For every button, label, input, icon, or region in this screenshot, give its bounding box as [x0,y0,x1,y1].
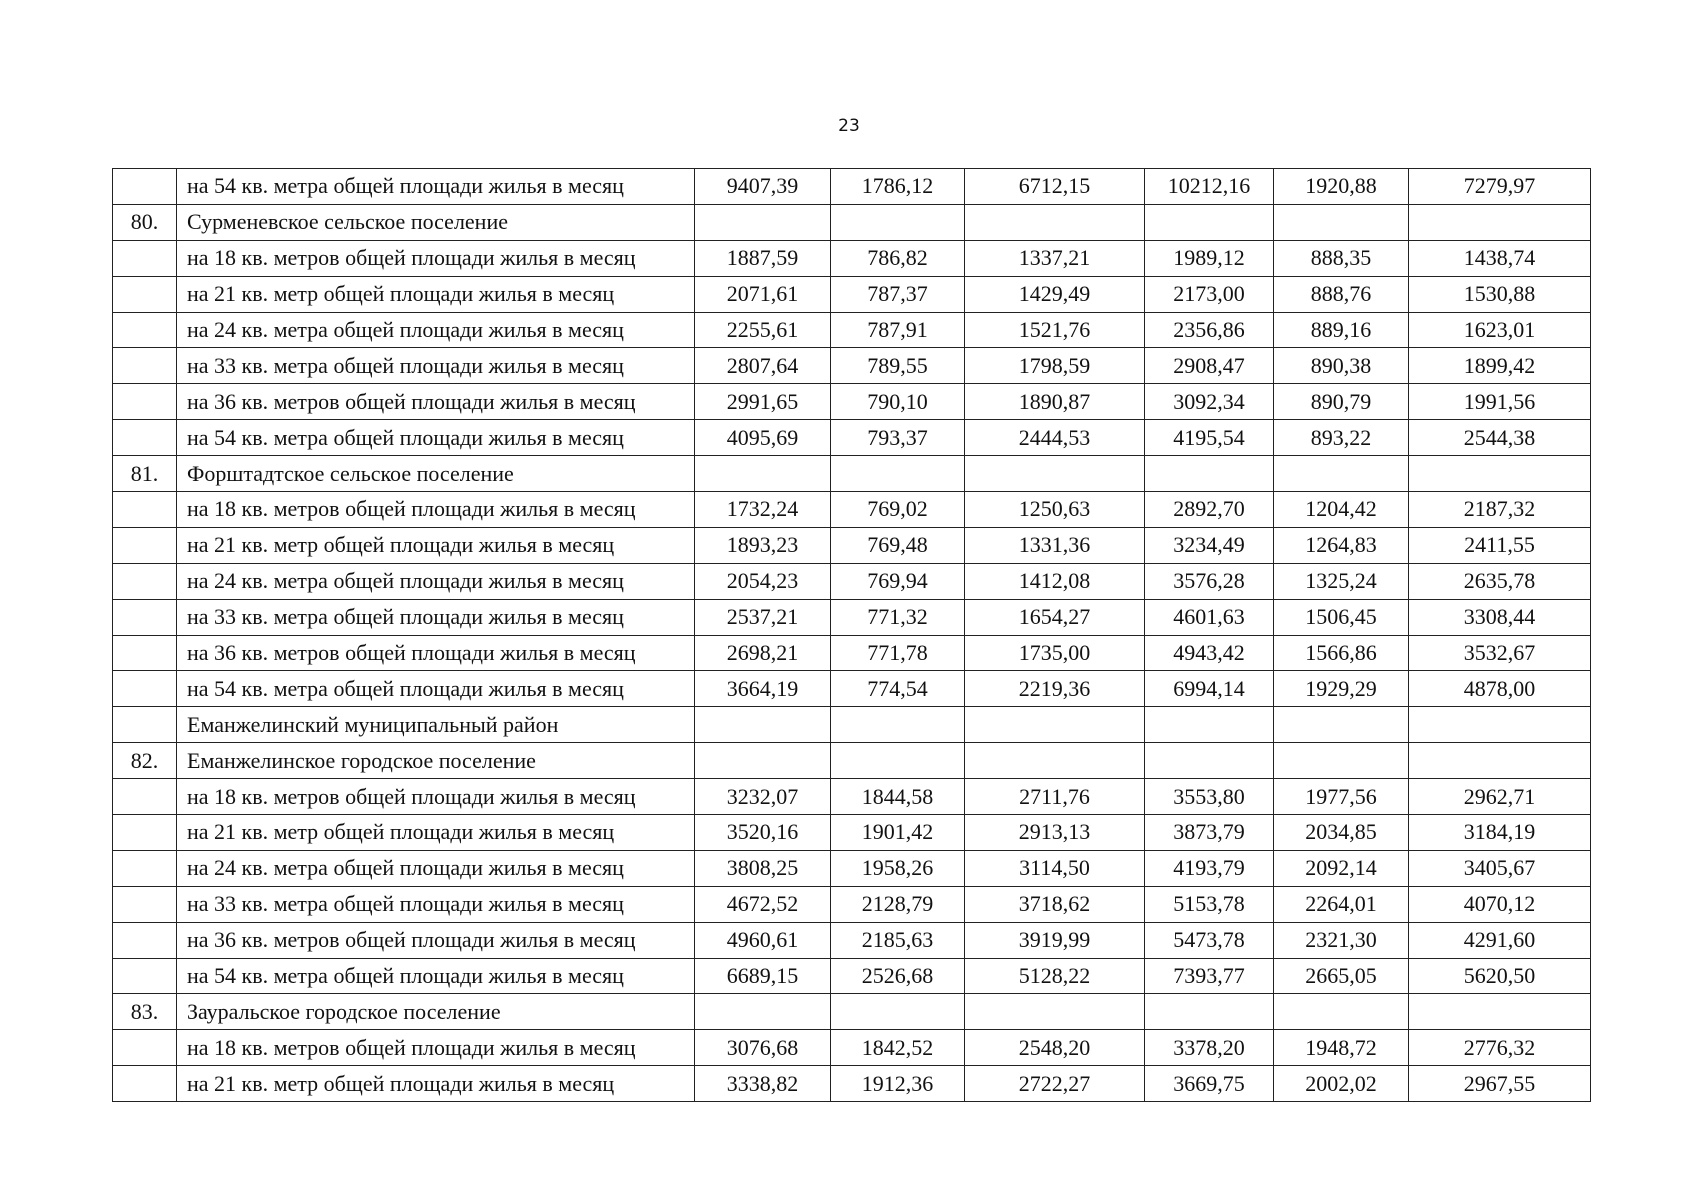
value-cell: 4195,54 [1145,420,1274,456]
value-cell: 2264,01 [1274,886,1409,922]
table-row [113,1066,1591,1102]
value-cell: 3718,62 [965,886,1145,922]
value-cell: 1958,26 [831,850,965,886]
value-cell: 2665,05 [1274,958,1409,994]
table-row [113,635,1591,671]
row-number-cell [113,707,177,743]
value-cell: 1438,74 [1409,240,1591,276]
value-cell: 1732,24 [695,492,831,528]
table-row [113,348,1591,384]
value-cell [695,743,831,779]
value-cell: 5620,50 [1409,958,1591,994]
row-number-cell [113,635,177,671]
value-cell: 3873,79 [1145,815,1274,851]
value-cell: 2411,55 [1409,527,1591,563]
value-cell: 1912,36 [831,1066,965,1102]
value-cell: 3184,19 [1409,815,1591,851]
value-cell: 2892,70 [1145,492,1274,528]
row-number-cell: 81. [113,456,177,492]
value-cell [1409,994,1591,1030]
value-cell: 4601,63 [1145,599,1274,635]
value-cell: 2991,65 [695,384,831,420]
value-cell: 3232,07 [695,779,831,815]
value-cell: 3308,44 [1409,599,1591,635]
value-cell: 3808,25 [695,850,831,886]
value-cell: 888,35 [1274,240,1409,276]
value-cell: 10212,16 [1145,169,1274,205]
row-number-cell [113,599,177,635]
value-cell: 769,48 [831,527,965,563]
table-row [113,707,1591,743]
value-cell: 1566,86 [1274,635,1409,671]
value-cell: 1429,49 [965,276,1145,312]
value-cell: 888,76 [1274,276,1409,312]
value-cell: 2092,14 [1274,850,1409,886]
value-cell [965,743,1145,779]
page-number: 23 [838,116,860,136]
row-label-cell: на 33 кв. метра общей площади жилья в месяц [177,348,695,384]
row-label-cell: на 21 кв. метр общей площади жилья в месяц [177,527,695,563]
value-cell: 2548,20 [965,1030,1145,1066]
value-cell: 3919,99 [965,922,1145,958]
value-cell: 2187,32 [1409,492,1591,528]
value-cell [965,707,1145,743]
value-cell [831,994,965,1030]
value-cell [831,456,965,492]
value-cell: 1412,08 [965,563,1145,599]
row-number-cell [113,958,177,994]
value-cell [965,994,1145,1030]
row-label-cell: на 54 кв. метра общей площади жилья в месяц [177,169,695,205]
row-label-cell: на 18 кв. метров общей площади жилья в месяц [177,240,695,276]
value-cell: 2185,63 [831,922,965,958]
value-cell: 5128,22 [965,958,1145,994]
value-cell: 3669,75 [1145,1066,1274,1102]
value-cell: 2698,21 [695,635,831,671]
value-cell [1274,456,1409,492]
value-cell: 3234,49 [1145,527,1274,563]
value-cell: 1844,58 [831,779,965,815]
table-row [113,958,1591,994]
value-cell: 2444,53 [965,420,1145,456]
value-cell [1274,707,1409,743]
value-cell: 6994,14 [1145,671,1274,707]
value-cell: 1929,29 [1274,671,1409,707]
value-cell: 2711,76 [965,779,1145,815]
tariff-table [112,168,1591,1102]
value-cell: 1325,24 [1274,563,1409,599]
value-cell: 3532,67 [1409,635,1591,671]
value-cell: 3664,19 [695,671,831,707]
table-row [113,922,1591,958]
row-label-cell: на 21 кв. метр общей площади жилья в месяц [177,815,695,851]
row-number-cell [113,1066,177,1102]
row-number-cell: 80. [113,204,177,240]
value-cell: 2776,32 [1409,1030,1591,1066]
value-cell: 1264,83 [1274,527,1409,563]
row-label-cell: на 24 кв. метра общей площади жилья в месяц [177,563,695,599]
table-row [113,1030,1591,1066]
row-number-cell [113,779,177,815]
value-cell [965,456,1145,492]
value-cell: 2908,47 [1145,348,1274,384]
value-cell: 4070,12 [1409,886,1591,922]
table-row [113,779,1591,815]
value-cell: 5473,78 [1145,922,1274,958]
table-row [113,671,1591,707]
row-label-cell: Еманжелинское городское поселение [177,743,695,779]
value-cell: 3076,68 [695,1030,831,1066]
table-row [113,384,1591,420]
value-cell: 2071,61 [695,276,831,312]
value-cell: 1899,42 [1409,348,1591,384]
value-cell: 6712,15 [965,169,1145,205]
row-label-cell: на 36 кв. метров общей площади жилья в месяц [177,922,695,958]
value-cell [1409,707,1591,743]
value-cell: 2219,36 [965,671,1145,707]
value-cell: 1798,59 [965,348,1145,384]
row-label-cell: на 33 кв. метра общей площади жилья в месяц [177,886,695,922]
value-cell: 2544,38 [1409,420,1591,456]
row-number-cell [113,492,177,528]
row-number-cell [113,671,177,707]
value-cell: 1735,00 [965,635,1145,671]
row-number-cell: 82. [113,743,177,779]
value-cell: 1337,21 [965,240,1145,276]
value-cell: 1623,01 [1409,312,1591,348]
row-number-cell [113,886,177,922]
value-cell: 769,02 [831,492,965,528]
value-cell: 4291,60 [1409,922,1591,958]
row-number-cell [113,240,177,276]
value-cell: 771,32 [831,599,965,635]
value-cell: 1331,36 [965,527,1145,563]
value-cell: 1989,12 [1145,240,1274,276]
value-cell: 3378,20 [1145,1030,1274,1066]
value-cell: 1530,88 [1409,276,1591,312]
value-cell: 2034,85 [1274,815,1409,851]
value-cell: 1893,23 [695,527,831,563]
value-cell: 893,22 [1274,420,1409,456]
value-cell: 4960,61 [695,922,831,958]
value-cell: 1250,63 [965,492,1145,528]
value-cell [695,994,831,1030]
value-cell: 1786,12 [831,169,965,205]
row-label-cell: на 54 кв. метра общей площади жилья в месяц [177,671,695,707]
value-cell: 2537,21 [695,599,831,635]
row-number-cell [113,563,177,599]
value-cell: 2356,86 [1145,312,1274,348]
row-label-cell: Форштадтское сельское поселение [177,456,695,492]
value-cell: 4193,79 [1145,850,1274,886]
value-cell: 1948,72 [1274,1030,1409,1066]
value-cell [831,204,965,240]
value-cell: 3114,50 [965,850,1145,886]
value-cell [695,707,831,743]
row-label-cell: Сурменевское сельское поселение [177,204,695,240]
value-cell: 6689,15 [695,958,831,994]
value-cell: 1890,87 [965,384,1145,420]
row-label-cell: на 36 кв. метров общей площади жилья в месяц [177,384,695,420]
table-row [113,312,1591,348]
row-label-cell: на 54 кв. метра общей площади жилья в месяц [177,420,695,456]
value-cell [1145,707,1274,743]
value-cell: 889,16 [1274,312,1409,348]
value-cell [1145,994,1274,1030]
row-number-cell [113,1030,177,1066]
row-number-cell [113,276,177,312]
value-cell: 1920,88 [1274,169,1409,205]
value-cell: 2128,79 [831,886,965,922]
value-cell: 790,10 [831,384,965,420]
table-row [113,886,1591,922]
value-cell: 1887,59 [695,240,831,276]
row-number-cell [113,815,177,851]
table-row [113,420,1591,456]
table-row [113,563,1591,599]
row-number-cell [113,384,177,420]
value-cell: 769,94 [831,563,965,599]
value-cell [1145,456,1274,492]
row-number-cell [113,312,177,348]
row-label-cell: на 18 кв. метров общей площади жилья в месяц [177,492,695,528]
table-row [113,994,1591,1030]
table-row [113,815,1591,851]
value-cell: 789,55 [831,348,965,384]
value-cell: 4878,00 [1409,671,1591,707]
value-cell: 3338,82 [695,1066,831,1102]
value-cell: 774,54 [831,671,965,707]
value-cell: 1901,42 [831,815,965,851]
value-cell: 4095,69 [695,420,831,456]
value-cell: 7393,77 [1145,958,1274,994]
table-row [113,743,1591,779]
value-cell: 2526,68 [831,958,965,994]
table-row [113,492,1591,528]
value-cell: 793,37 [831,420,965,456]
value-cell [1409,456,1591,492]
row-label-cell: на 24 кв. метра общей площади жилья в месяц [177,312,695,348]
value-cell [965,204,1145,240]
value-cell: 4672,52 [695,886,831,922]
value-cell: 2002,02 [1274,1066,1409,1102]
row-number-cell [113,922,177,958]
value-cell [1274,994,1409,1030]
value-cell: 2635,78 [1409,563,1591,599]
value-cell: 2173,00 [1145,276,1274,312]
value-cell: 786,82 [831,240,965,276]
value-cell: 1654,27 [965,599,1145,635]
value-cell [831,743,965,779]
table-row [113,850,1591,886]
value-cell [1145,743,1274,779]
value-cell: 1506,45 [1274,599,1409,635]
value-cell: 2722,27 [965,1066,1145,1102]
table-row [113,169,1591,205]
value-cell: 1204,42 [1274,492,1409,528]
row-number-cell [113,169,177,205]
table-row [113,276,1591,312]
value-cell: 5153,78 [1145,886,1274,922]
table-row [113,456,1591,492]
value-cell: 4943,42 [1145,635,1274,671]
row-label-cell: на 21 кв. метр общей площади жилья в месяц [177,276,695,312]
value-cell: 2321,30 [1274,922,1409,958]
value-cell [1274,743,1409,779]
value-cell [1409,743,1591,779]
value-cell: 1977,56 [1274,779,1409,815]
row-label-cell: на 18 кв. метров общей площади жилья в месяц [177,1030,695,1066]
value-cell: 3405,67 [1409,850,1591,886]
value-cell: 2967,55 [1409,1066,1591,1102]
value-cell [1274,204,1409,240]
table-row [113,599,1591,635]
row-label-cell: на 33 кв. метра общей площади жилья в месяц [177,599,695,635]
table-row [113,204,1591,240]
value-cell: 787,91 [831,312,965,348]
row-label-cell: Еманжелинский муниципальный район [177,707,695,743]
row-label-cell: на 21 кв. метр общей площади жилья в месяц [177,1066,695,1102]
value-cell: 1991,56 [1409,384,1591,420]
value-cell: 890,38 [1274,348,1409,384]
value-cell: 3520,16 [695,815,831,851]
value-cell: 2255,61 [695,312,831,348]
row-number-cell [113,527,177,563]
value-cell [695,204,831,240]
table-body [113,169,1591,1102]
value-cell: 2962,71 [1409,779,1591,815]
value-cell: 2807,64 [695,348,831,384]
value-cell: 7279,97 [1409,169,1591,205]
row-number-cell [113,348,177,384]
value-cell: 9407,39 [695,169,831,205]
value-cell [1409,204,1591,240]
row-label-cell: на 18 кв. метров общей площади жилья в месяц [177,779,695,815]
row-label-cell: на 36 кв. метров общей площади жилья в месяц [177,635,695,671]
row-label-cell: Зауральское городское поселение [177,994,695,1030]
value-cell: 3553,80 [1145,779,1274,815]
row-number-cell: 83. [113,994,177,1030]
table-row [113,240,1591,276]
value-cell: 2913,13 [965,815,1145,851]
row-number-cell [113,850,177,886]
row-number-cell [113,420,177,456]
value-cell: 771,78 [831,635,965,671]
value-cell [695,456,831,492]
value-cell: 3576,28 [1145,563,1274,599]
value-cell: 787,37 [831,276,965,312]
table-row [113,527,1591,563]
value-cell [1145,204,1274,240]
row-label-cell: на 54 кв. метра общей площади жилья в месяц [177,958,695,994]
value-cell: 3092,34 [1145,384,1274,420]
value-cell: 2054,23 [695,563,831,599]
value-cell [831,707,965,743]
value-cell: 1842,52 [831,1030,965,1066]
value-cell: 890,79 [1274,384,1409,420]
row-label-cell: на 24 кв. метра общей площади жилья в месяц [177,850,695,886]
value-cell: 1521,76 [965,312,1145,348]
